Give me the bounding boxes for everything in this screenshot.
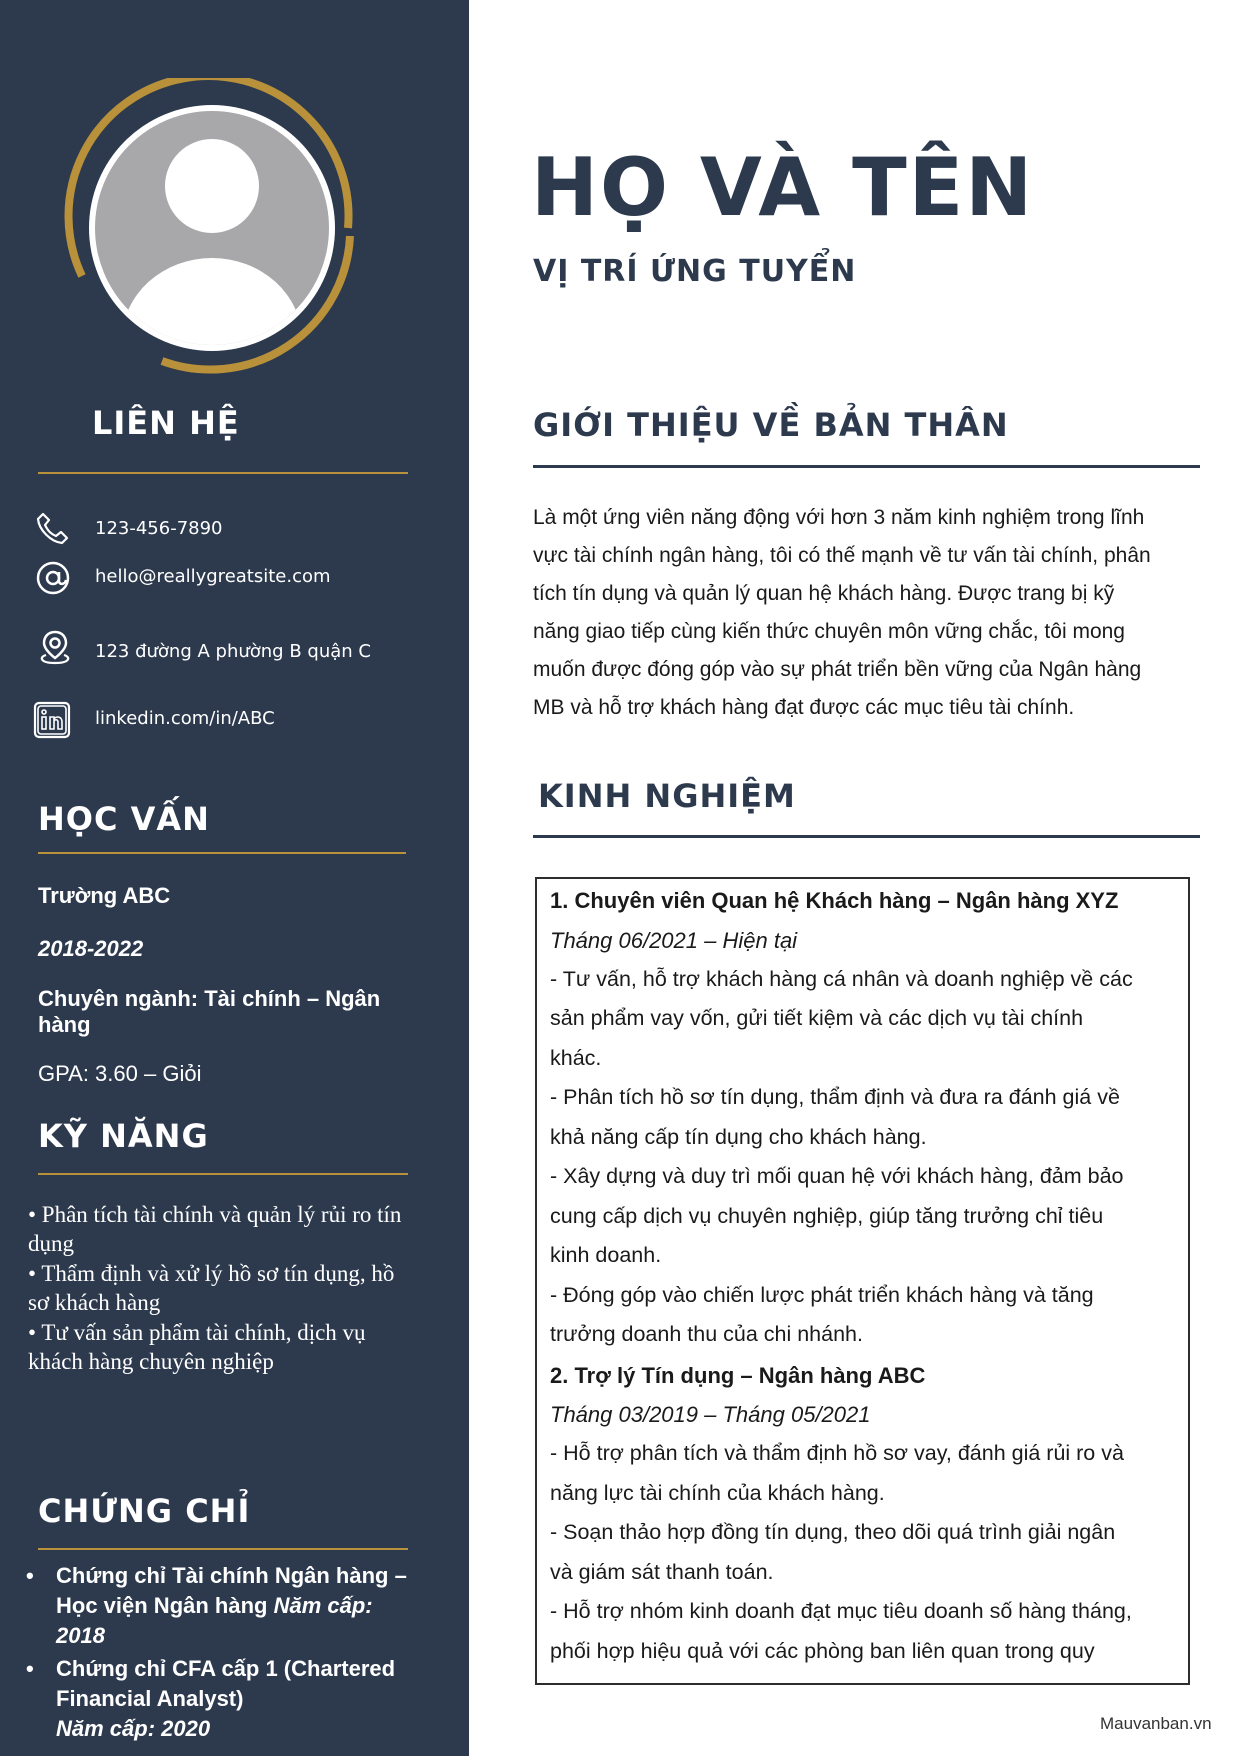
job-1-title: 1. Chuyên viên Quan hệ Khách hàng – Ngân hàng XYZ	[550, 888, 1119, 913]
job-2-date: Tháng 03/2019 – Tháng 05/2021	[550, 1402, 871, 1427]
job-2-line: - Hỗ trợ nhóm kinh doanh đạt mục tiêu doanh số hàng tháng,	[550, 1599, 1132, 1623]
job-1-date: Tháng 06/2021 – Hiện tại	[550, 928, 798, 953]
phone-icon	[33, 508, 73, 548]
certificate-2-line1: Chứng chỉ CFA cấp 1 (Chartered	[56, 1656, 396, 1681]
skill-line: khách hàng chuyên nghiệp	[28, 1349, 274, 1374]
job-1-line: - Phân tích hồ sơ tín dụng, thẩm định và đưa ra đánh giá về	[550, 1085, 1120, 1109]
job-1-line: khả năng cấp tín dụng cho khách hàng.	[550, 1125, 927, 1149]
job-1-line: cung cấp dịch vụ chuyên nghiệp, giúp tăng trưởng chỉ tiêu	[550, 1204, 1104, 1228]
certificate-1-year: 2018	[56, 1623, 105, 1648]
skill-line: • Tư vấn sản phẩm tài chính, dịch vụ	[28, 1320, 366, 1345]
job-2-line: phối hợp hiệu quả với các phòng ban liên quan trong quy	[550, 1639, 1095, 1663]
about-line: vực tài chính ngân hàng, tôi có thế mạnh về tư vấn tài chính, phân	[533, 544, 1151, 567]
job-2-line: - Soạn thảo hợp đồng tín dụng, theo dõi quá trình giải ngân	[550, 1520, 1116, 1544]
skills-heading: KỸ NĂNG	[38, 1117, 209, 1155]
at-icon	[33, 558, 73, 598]
education-major-line2: hàng	[38, 1012, 91, 1037]
contact-heading: LIÊN HỆ	[92, 404, 240, 442]
certificate-bullet: •	[26, 1563, 34, 1588]
education-school: Trường ABC	[38, 883, 171, 908]
contact-linkedin[interactable]: linkedin.com/in/ABC	[95, 708, 275, 729]
location-pin-icon	[35, 628, 75, 668]
position-title: VỊ TRÍ ỨNG TUYỂN	[533, 254, 857, 289]
certificates-heading: CHỨNG CHỈ	[38, 1492, 251, 1530]
experience-heading: KINH NGHIỆM	[538, 777, 796, 815]
job-1-line: trưởng doanh thu của chi nhánh.	[550, 1322, 863, 1346]
certificate-1-issuer: Học viện Ngân hàng	[56, 1593, 274, 1618]
about-divider	[533, 465, 1200, 468]
skill-line: • Thẩm định và xử lý hồ sơ tín dụng, hồ	[28, 1261, 395, 1286]
job-1-line: - Đóng góp vào chiến lược phát triển khách hàng và tăng	[550, 1283, 1094, 1307]
certificate-bullet: •	[26, 1656, 34, 1681]
linkedin-icon	[32, 700, 72, 740]
education-gpa: GPA: 3.60 – Giỏi	[38, 1061, 202, 1086]
certificate-2-line2: Financial Analyst)	[56, 1686, 244, 1711]
skill-line: dụng	[28, 1231, 74, 1256]
sidebar	[0, 0, 469, 1756]
contact-divider	[38, 472, 408, 474]
certificate-1-line1: Chứng chỉ Tài chính Ngân hàng –	[56, 1563, 407, 1588]
certificate-1-year-label: Năm cấp:	[273, 1593, 373, 1618]
about-heading: GIỚI THIỆU VỀ BẢN THÂN	[533, 406, 1009, 444]
skill-line: • Phân tích tài chính và quản lý rủi ro tín	[28, 1202, 402, 1227]
education-divider	[38, 852, 406, 854]
contact-address: 123 đường A phường B quận C	[95, 641, 371, 662]
certificate-1-line2	[56, 1591, 373, 1621]
skills-divider	[38, 1173, 408, 1175]
about-line: tích tín dụng và quản lý quan hệ khách hàng. Được trang bị kỹ	[533, 582, 1115, 605]
skill-line: sơ khách hàng	[28, 1290, 161, 1315]
job-1-line: kinh doanh.	[550, 1243, 662, 1267]
job-2-line: năng lực tài chính của khách hàng.	[550, 1481, 885, 1505]
about-line: Là một ứng viên năng động với hơn 3 năm kinh nghiệm trong lĩnh	[533, 506, 1145, 529]
education-major-line1: Chuyên ngành: Tài chính – Ngân	[38, 986, 381, 1011]
education-heading: HỌC VẤN	[38, 800, 210, 838]
job-2-line: - Hỗ trợ phân tích và thẩm định hồ sơ vay, đánh giá rủi ro và	[550, 1441, 1124, 1465]
job-1-line: sản phẩm vay vốn, gửi tiết kiệm và các dịch vụ tài chính	[550, 1006, 1084, 1030]
avatar-head	[165, 139, 259, 233]
watermark: Mauvanban.vn	[1100, 1714, 1212, 1733]
experience-divider	[533, 835, 1200, 838]
candidate-name: HỌ VÀ TÊN	[531, 141, 1035, 234]
avatar	[62, 78, 362, 378]
job-1-line: - Xây dựng và duy trì mối quan hệ với khách hàng, đảm bảo	[550, 1164, 1124, 1188]
job-2-title: 2. Trợ lý Tín dụng – Ngân hàng ABC	[550, 1363, 926, 1388]
contact-phone[interactable]: 123-456-7890	[95, 518, 223, 539]
about-line: MB và hỗ trợ khách hàng đạt được các mục tiêu tài chính.	[533, 696, 1075, 719]
certificates-divider	[38, 1548, 408, 1550]
certificate-2-year: Năm cấp: 2020	[56, 1716, 211, 1741]
job-1-line: - Tư vấn, hỗ trợ khách hàng cá nhân và doanh nghiệp về các	[550, 967, 1133, 991]
contact-email[interactable]: hello@reallygreatsite.com	[95, 566, 331, 587]
about-line: muốn được đóng góp vào sự phát triển bền vững của Ngân hàng	[533, 658, 1142, 681]
job-1-line: khác.	[550, 1046, 602, 1070]
education-years: 2018-2022	[38, 936, 144, 961]
about-line: năng giao tiếp cùng kiến thức chuyên môn vững chắc, tôi mong	[533, 620, 1125, 643]
job-2-line: và giám sát thanh toán.	[550, 1560, 774, 1584]
